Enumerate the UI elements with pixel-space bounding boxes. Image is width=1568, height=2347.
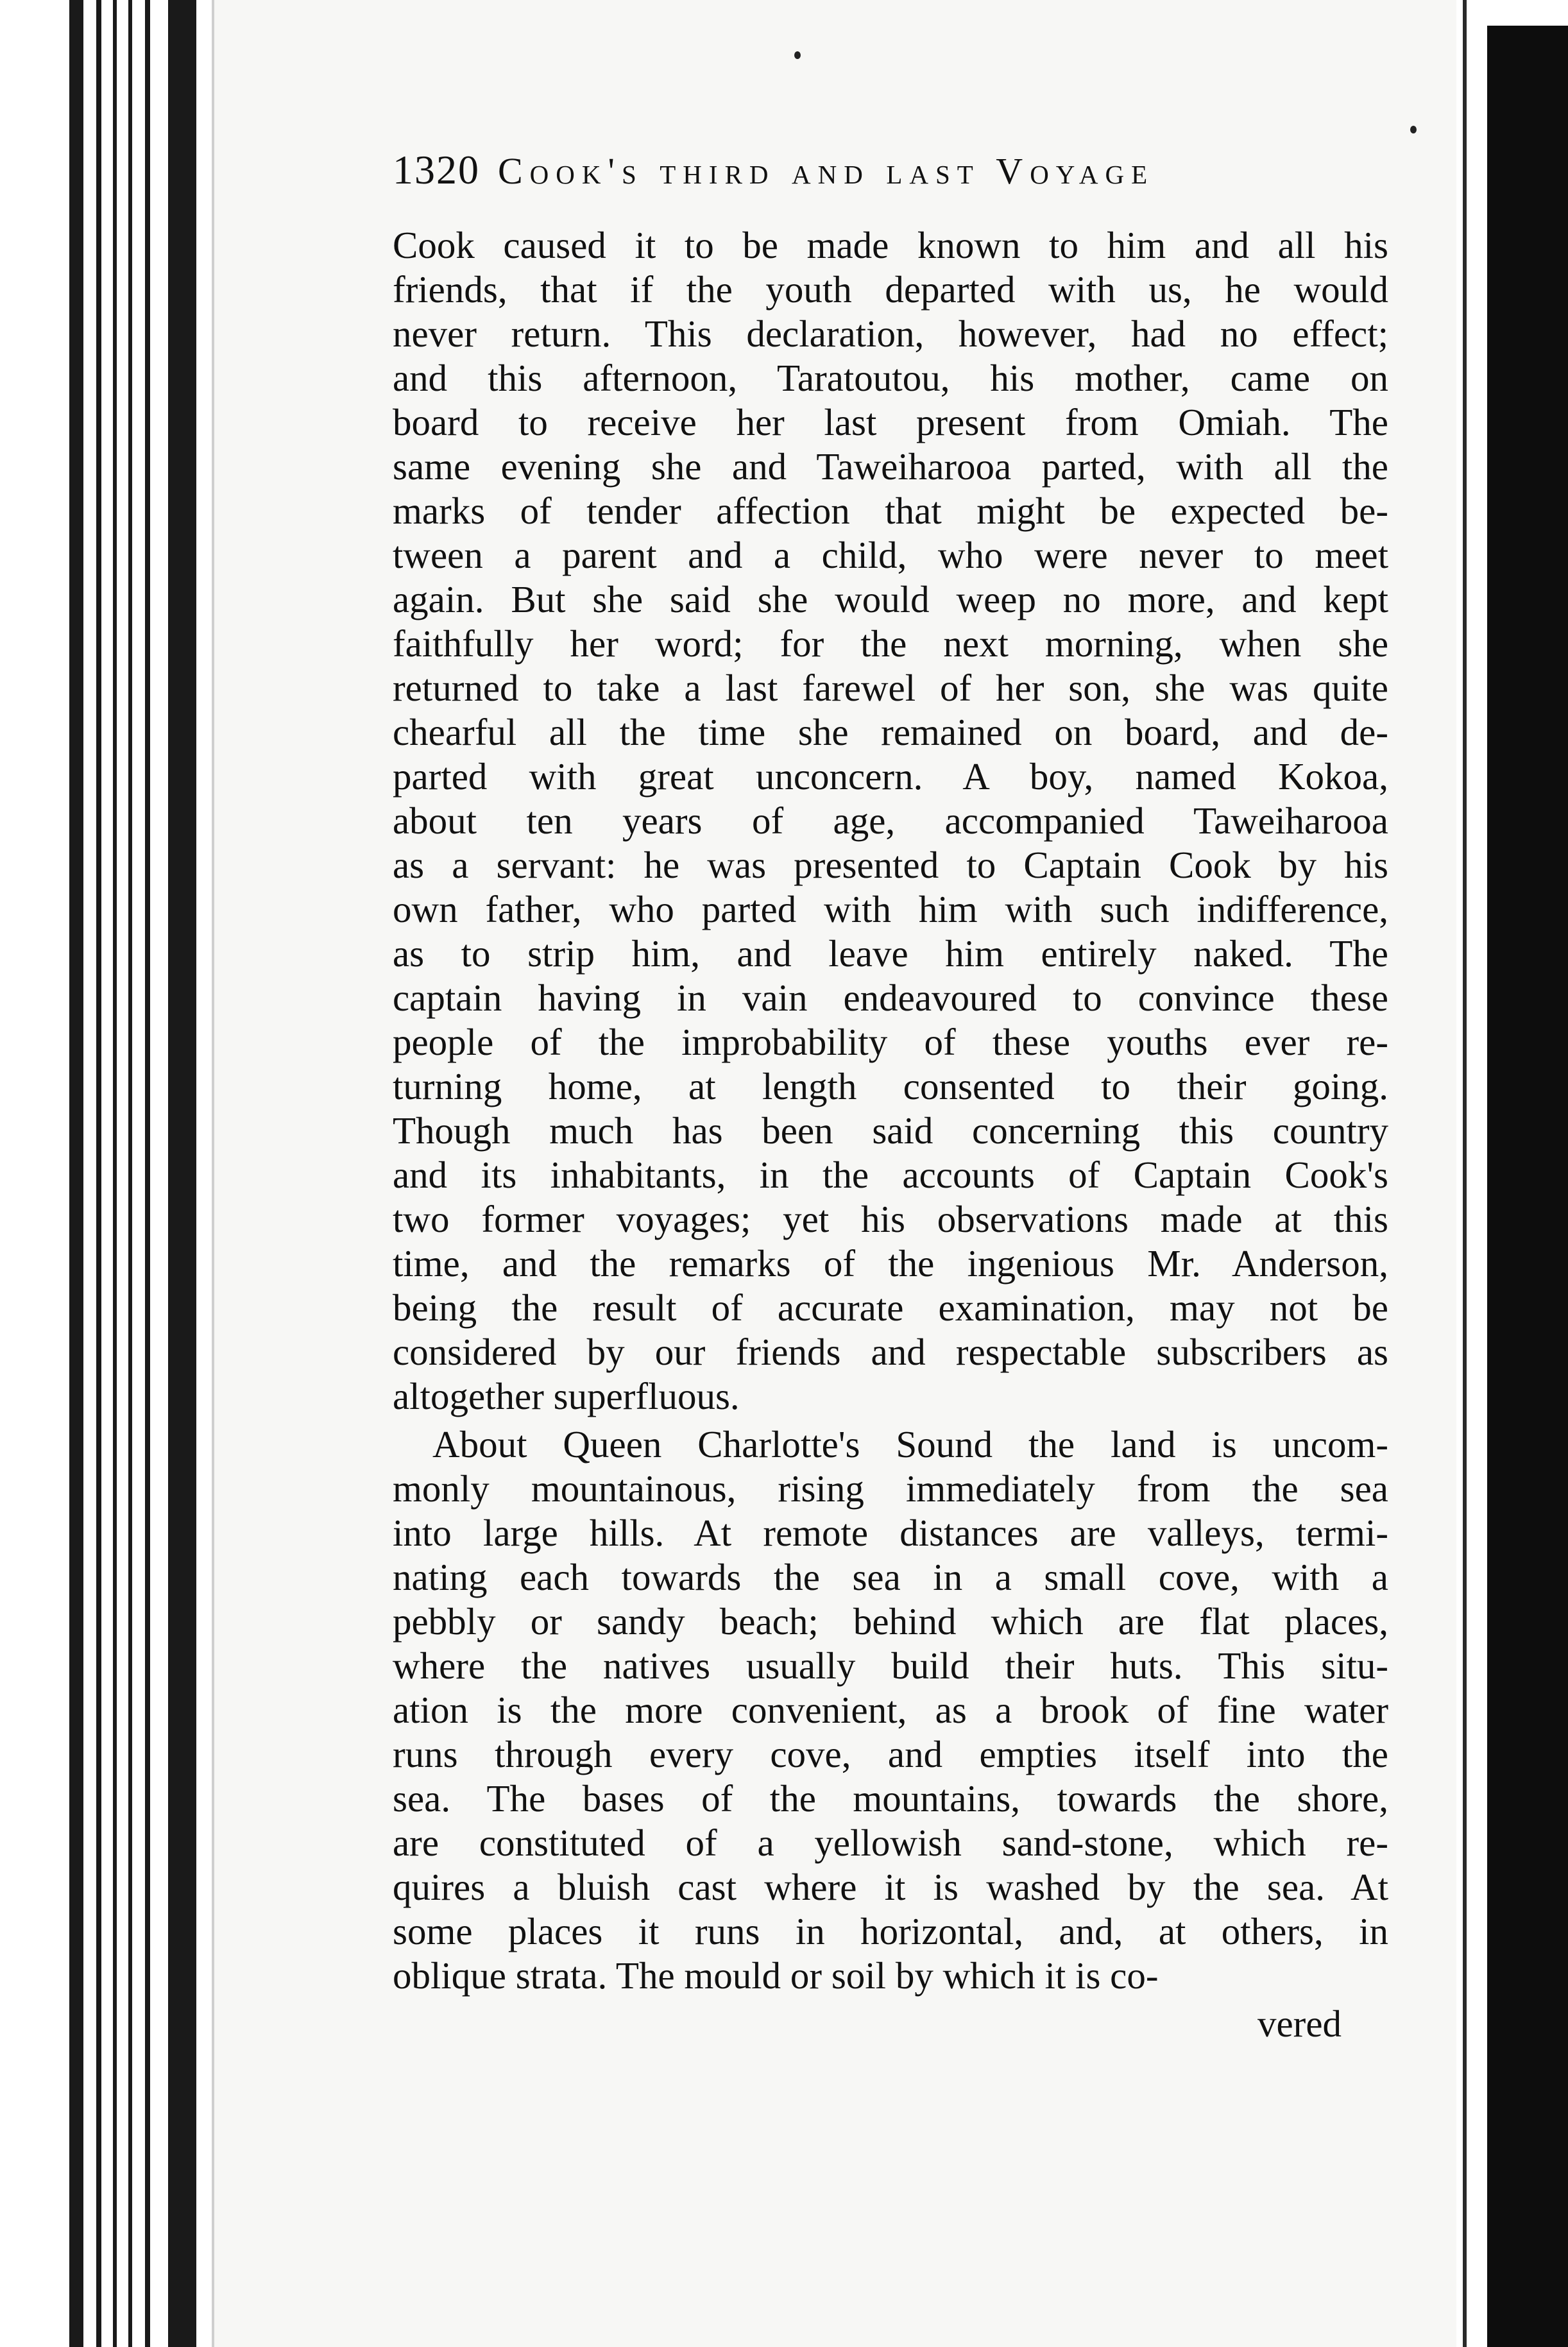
text-line: turning home, at length consented to their going. (393, 1065, 1388, 1107)
page-edge (113, 0, 117, 2347)
text-line: never return. This declaration, however, had no effect; (393, 312, 1388, 355)
text-line: returned to take a last farewel of her son, she was quite (393, 667, 1388, 709)
text-line: time, and the remarks of the ingenious Mr. Anderson, (393, 1242, 1388, 1284)
text-line: About Queen Charlotte's Sound the land is uncom- (432, 1423, 1388, 1465)
text-line: pebbly or sandy beach; behind which are flat places, (393, 1600, 1388, 1643)
text-line: and this afternoon, Taratoutou, his mother, came on (393, 357, 1388, 399)
text-line: marks of tender affection that might be expected be- (393, 490, 1388, 532)
page-gutter (0, 0, 212, 2347)
text-line: are constituted of a yellowish sand-stone, which re- (393, 1822, 1388, 1864)
text-line: Though much has been said concerning this country (393, 1109, 1388, 1152)
page-edge (96, 0, 101, 2347)
facing-page-shadow (1487, 26, 1568, 2347)
text-line: quires a bluish cast where it is washed by the sea. At (393, 1866, 1388, 1908)
facing-page-edge (1463, 0, 1467, 2347)
text-line: faithfully her word; for the next morning, when she (393, 622, 1388, 665)
text-line: tween a parent and a child, who were never to meet (393, 534, 1388, 576)
running-head (393, 146, 1387, 200)
page-edge (145, 0, 150, 2347)
text-line: altogether superfluous. (393, 1375, 740, 1417)
body-text (393, 223, 1388, 1998)
text-line: about ten years of age, accompanied Taweiharooa (393, 799, 1388, 842)
text-line: board to receive her last present from Omiah. The (393, 401, 1388, 443)
text-line: friends, that if the youth departed with us, he would (393, 268, 1388, 311)
text-line: as a servant: he was presented to Captain Cook by his (393, 844, 1388, 886)
page-edge (168, 0, 196, 2347)
text-line: captain having in vain endeavoured to convince these (393, 977, 1388, 1019)
text-line: where the natives usually build their huts. This situ- (393, 1644, 1388, 1687)
text-line: considered by our friends and respectable subscribers as (393, 1331, 1388, 1373)
text-line: again. But she said she would weep no more, and kept (393, 578, 1388, 620)
text-line: monly mountainous, rising immediately from the sea (393, 1467, 1388, 1510)
text-line: same evening she and Taweiharooa parted, with all the (393, 445, 1388, 488)
page-edge (128, 0, 132, 2347)
text-line: runs through every cove, and empties itself into the (393, 1733, 1388, 1775)
text-line: some places it runs in horizontal, and, at others, in (393, 1910, 1388, 1952)
catchword: vered (1257, 2002, 1342, 2045)
text-line: nating each towards the sea in a small cove, with a (393, 1556, 1388, 1598)
text-line: and its inhabitants, in the accounts of Captain Cook's (393, 1154, 1388, 1196)
page-edge (69, 0, 83, 2347)
ink-speck (1410, 126, 1417, 133)
text-line: ation is the more convenient, as a brook of fine water (393, 1689, 1388, 1731)
text-line: Cook caused it to be made known to him and all his (393, 224, 1388, 266)
text-line: being the result of accurate examination, may not be (393, 1286, 1388, 1329)
running-title: Cook's third and last Voyage (498, 150, 1155, 192)
text-line: oblique strata. The mould or soil by which it is co- (393, 1954, 1159, 1997)
text-line: two former voyages; yet his observations made at this (393, 1198, 1388, 1240)
text-line: chearful all the time she remained on board, and de- (393, 711, 1388, 753)
paragraph (393, 223, 1388, 1419)
text-line: parted with great unconcern. A boy, named Kokoa, (393, 755, 1388, 798)
text-line: as to strip him, and leave him entirely naked. The (393, 932, 1388, 975)
text-line: sea. The bases of the mountains, towards the shore, (393, 1777, 1388, 1820)
text-line: into large hills. At remote distances are valleys, termi- (393, 1512, 1388, 1554)
paragraph (393, 1422, 1388, 1998)
text-line: own father, who parted with him with such indifference, (393, 888, 1388, 930)
page-number: 1320 (393, 147, 480, 192)
ink-speck (794, 51, 801, 59)
text-line: people of the improbability of these youths ever re- (393, 1021, 1388, 1063)
